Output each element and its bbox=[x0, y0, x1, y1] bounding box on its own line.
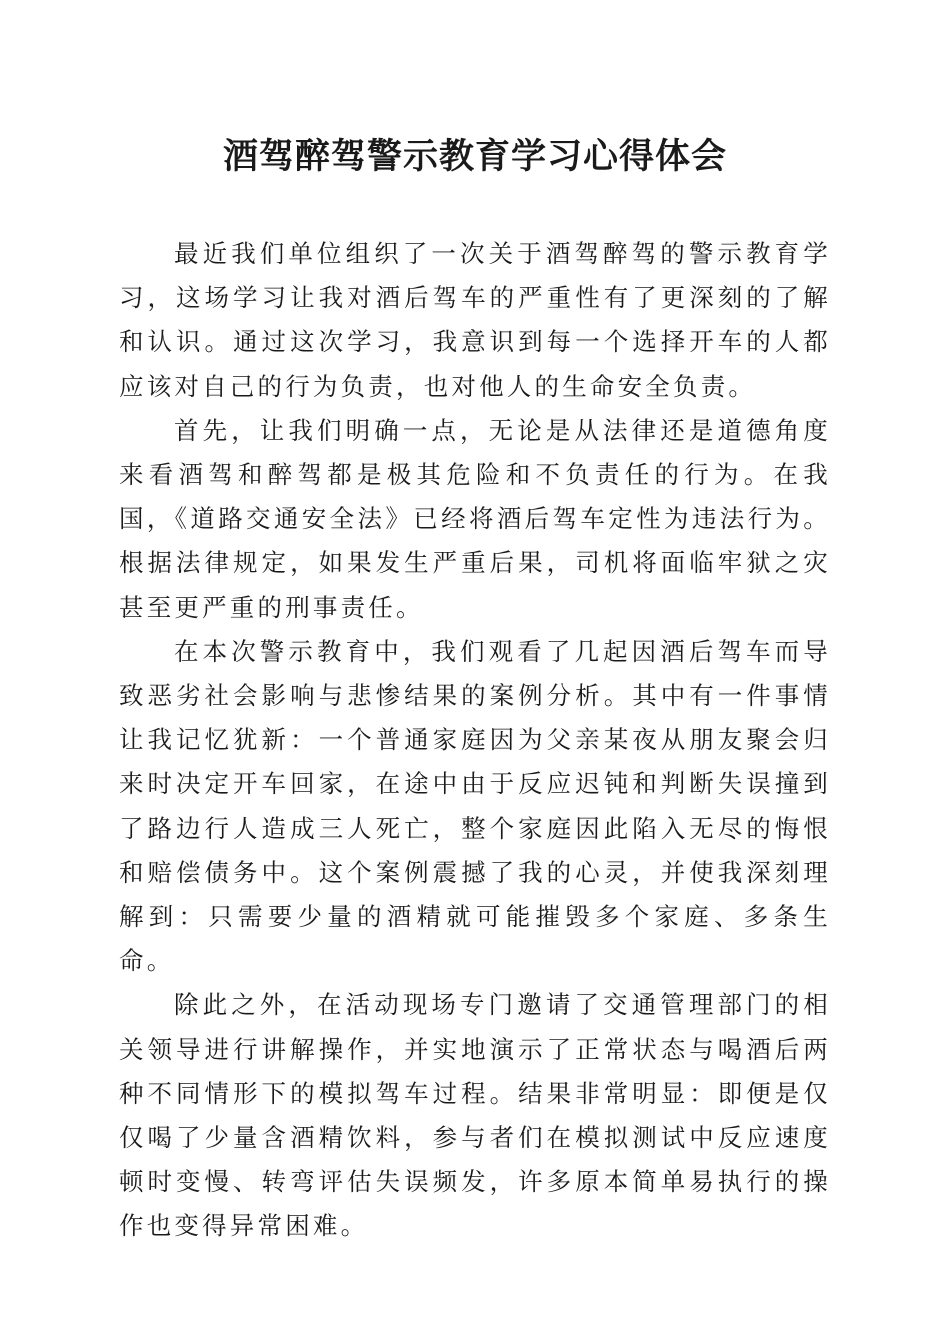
document-title: 酒驾醉驾警示教育学习心得体会 bbox=[222, 136, 727, 177]
paragraph: 首先，让我们明确一点，无论是从法律还是道德角度来看酒驾和醉驾都是极其危险和不负责任的行为。在我国，《道路交通安全法》已经将酒后驾车定性为违法行为。根据法律规定，如果发生严重后果，司机将面临牢狱之灾甚至更严重的刑事责任。 bbox=[119, 415, 831, 622]
document-body bbox=[119, 232, 831, 1249]
paragraph: 除此之外，在活动现场专门邀请了交通管理部门的相关领导进行讲解操作，并实地演示了正常状态与喝酒后两种不同情形下的模拟驾车过程。结果非常明显：即便是仅仅喝了少量含酒精饮料，参与者们在模拟测试中反应速度顿时变慢、转弯评估失误频发，许多原本简单易执行的操作也变得异常困难。 bbox=[119, 990, 831, 1241]
paragraph: 在本次警示教育中，我们观看了几起因酒后驾车而导致恶劣社会影响与悲惨结果的案例分析。其中有一件事情让我记忆犹新：一个普通家庭因为父亲某夜从朋友聚会归来时决定开车回家，在途中由于反应迟钝和判断失误撞到了路边行人造成三人死亡，整个家庭因此陷入无尽的悔恨和赔偿债务中。这个案例震撼了我的心灵，并使我深刻理解到：只需要少量的酒精就可能摧毁多个家庭、多条生命。 bbox=[119, 636, 831, 976]
paragraph: 最近我们单位组织了一次关于酒驾醉驾的警示教育学习，这场学习让我对酒后驾车的严重性有了更深刻的了解和认识。通过这次学习，我意识到每一个选择开车的人都应该对自己的行为负责，也对他人的生命安全负责。 bbox=[119, 239, 831, 401]
